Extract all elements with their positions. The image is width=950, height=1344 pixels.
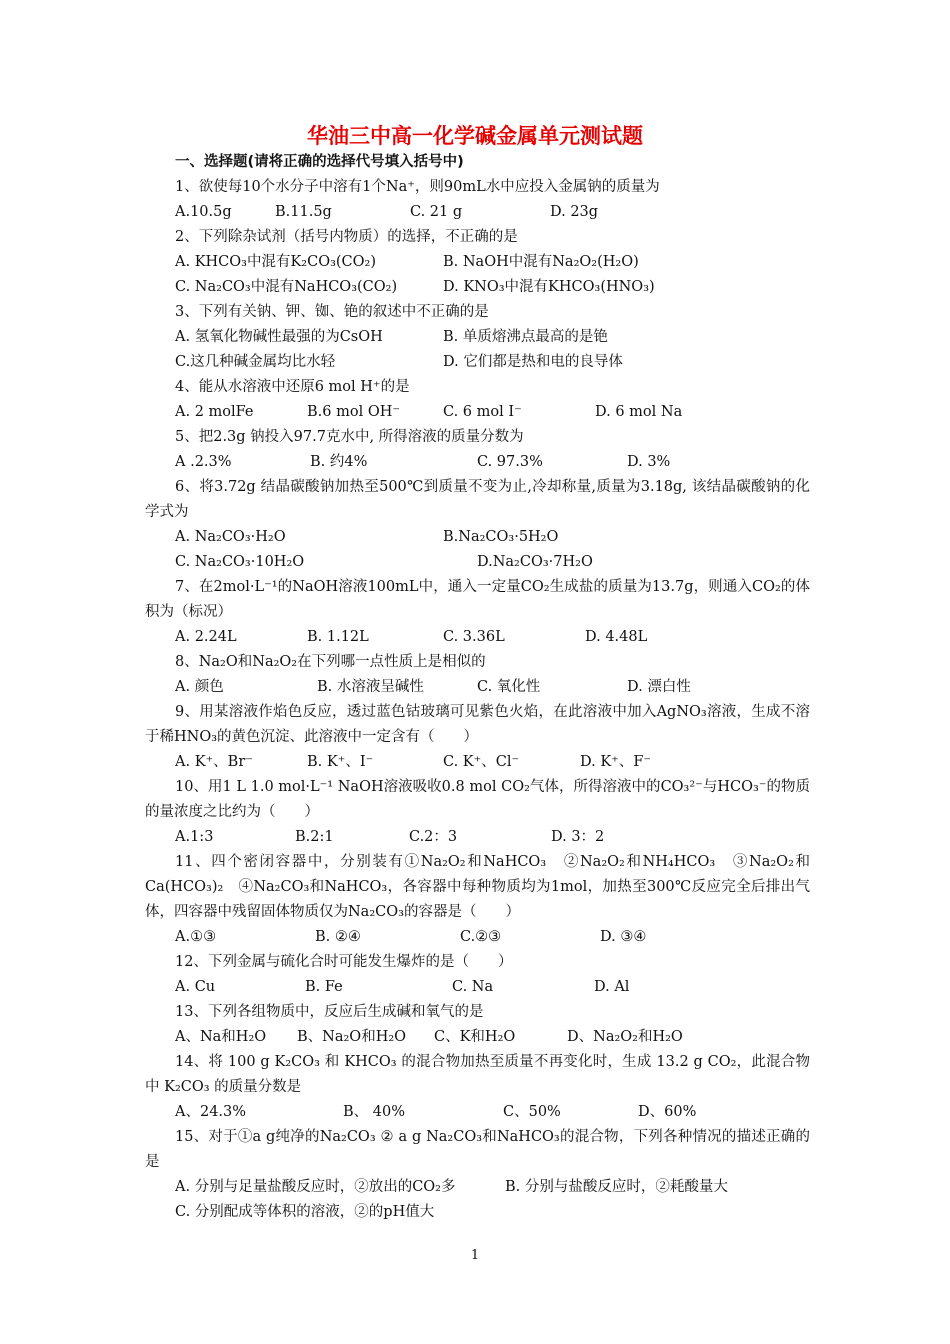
options-2b <box>145 275 810 300</box>
option-a: A、Na和H₂O <box>175 1029 267 1045</box>
option-c: C. Na₂CO₃·10H₂O <box>175 554 305 570</box>
options-3b <box>145 350 810 375</box>
question-9: 9、用某溶液作焰色反应，透过蓝色钴玻璃可见紫色火焰，在此溶液中加入AgNO₃溶液，生成不溶于稀HNO₃的黄色沉淀、此溶液中一定含有（ ） <box>145 704 810 745</box>
question-15: 15、对于①a g纯净的Na₂CO₃ ② a g Na₂CO₃和NaHCO₃的混合物，下列各种情况的描述正确的是 <box>145 1129 810 1170</box>
option-d: D. 漂白性 <box>627 679 691 695</box>
options-8 <box>145 675 810 700</box>
question-list <box>145 150 810 1225</box>
option-d: D. KNO₃中混有KHCO₃(HNO₃) <box>443 279 655 295</box>
option-a: A. 分别与足量盐酸反应时，②放出的CO₂多 <box>175 1179 456 1195</box>
question-11: 11、四个密闭容器中，分别装有①Na₂O₂和NaHCO₃ ②Na₂O₂和NH₄HCO₃ ③Na₂O₂和Ca(HCO₃)₂ ④Na₂CO₃和NaHCO₃，各容器中每种物质均为1mol，加热至300℃反应完全后排出气体，四容器中残留固体物质仅为Na₂CO₃的容器是（ ） <box>145 854 810 920</box>
option-b: B.6 mol OH⁻ <box>307 404 401 420</box>
options-5 <box>145 450 810 475</box>
options-3a <box>145 325 810 350</box>
option-b: B.2:1 <box>295 829 334 845</box>
question-4: 4、能从水溶液中还原6 mol H⁺的是 <box>175 379 410 395</box>
option-c: C.这几种碱金属均比水轻 <box>175 354 336 370</box>
options-9 <box>145 750 810 775</box>
options-10 <box>145 825 810 850</box>
option-a: A.10.5g <box>175 204 232 220</box>
question-8: 8、Na₂O和Na₂O₂在下列哪一点性质上是相似的 <box>175 654 486 670</box>
option-d: D. Al <box>594 979 630 995</box>
option-a: A. 2.24L <box>175 629 237 645</box>
option-a: A. K⁺、Br⁻ <box>175 754 253 770</box>
option-b: B、Na₂O和H₂O <box>297 1029 407 1045</box>
question-2: 2、下列除杂试剂（括号内物质）的选择，不正确的是 <box>175 229 518 245</box>
option-c: C. Na₂CO₃中混有NaHCO₃(CO₂) <box>175 279 398 295</box>
option-a: A.①③ <box>175 929 217 945</box>
option-c: C.2：3 <box>409 829 458 845</box>
option-b: B. 约4% <box>310 454 368 470</box>
option-c: C. 6 mol I⁻ <box>443 404 522 420</box>
question-7: 7、在2mol·L⁻¹的NaOH溶液100mL中，通入一定量CO₂生成盐的质量为13.7g，则通入CO₂的体积为（标况） <box>145 579 810 620</box>
options-1 <box>145 200 810 225</box>
option-d: D. 它们都是热和电的良导体 <box>443 354 623 370</box>
question-14: 14、将 100 g K₂CO₃ 和 KHCO₃ 的混合物加热至质量不再变化时，生成 13.2 g CO₂，此混合物中 K₂CO₃ 的质量分数是 <box>145 1054 810 1095</box>
options-7 <box>145 625 810 650</box>
option-a: A. KHCO₃中混有K₂CO₃(CO₂) <box>175 254 377 270</box>
option-d: D. 3：2 <box>551 829 605 845</box>
option-c: C. 3.36L <box>443 629 505 645</box>
option-b: B、 40% <box>343 1104 405 1120</box>
option-b: B. NaOH中混有Na₂O₂(H₂O) <box>443 254 639 270</box>
options-12 <box>145 975 810 1000</box>
options-11 <box>145 925 810 950</box>
option-c: C、50% <box>503 1104 561 1120</box>
options-13 <box>145 1025 810 1050</box>
options-4 <box>145 400 810 425</box>
option-a: A、24.3% <box>175 1104 247 1120</box>
question-12: 12、下列金属与硫化合时可能发生爆炸的是（ ） <box>175 954 513 970</box>
option-a: A. 2 molFe <box>175 404 254 420</box>
question-3: 3、下列有关钠、钾、铷、铯的叙述中不正确的是 <box>175 304 489 320</box>
options-14 <box>145 1100 810 1125</box>
options-2a <box>145 250 810 275</box>
option-a: A.1:3 <box>175 829 214 845</box>
option-a: A. 氢氧化物碱性最强的为CsOH <box>175 329 383 345</box>
option-c: C. 分别配成等体积的溶液，②的pH值大 <box>175 1204 435 1220</box>
option-a: A .2.3% <box>175 454 232 470</box>
option-a: A. Cu <box>175 979 216 995</box>
option-d: D. 4.48L <box>585 629 648 645</box>
option-b: B.Na₂CO₃·5H₂O <box>443 529 559 545</box>
option-d: D. ③④ <box>600 929 647 945</box>
option-d: D、Na₂O₂和H₂O <box>567 1029 683 1045</box>
question-10: 10、用1 L 1.0 mol·L⁻¹ NaOH溶液吸收0.8 mol CO₂气体，所得溶液中的CO₃²⁻与HCO₃⁻的物质的量浓度之比约为（ ） <box>145 779 810 820</box>
option-b: B.11.5g <box>275 204 332 220</box>
options-6b <box>145 550 810 575</box>
option-d: D、60% <box>638 1104 697 1120</box>
option-d: D. 23g <box>550 204 599 220</box>
question-1: 1、欲使每10个水分子中溶有1个Na⁺，则90mL水中应投入金属钠的质量为 <box>175 179 660 195</box>
option-c: C. 97.3% <box>477 454 543 470</box>
option-b: B. 分别与盐酸反应时，②耗酸量大 <box>505 1179 728 1195</box>
options-6a <box>145 525 810 550</box>
option-c: C. 氧化性 <box>477 679 541 695</box>
question-6: 6、将3.72g 结晶碳酸钠加热至500℃到质量不变为止,冷却称量,质量为3.18g, 该结晶碳酸钠的化学式为 <box>145 479 810 520</box>
option-b: B. 单质熔沸点最高的是铯 <box>443 329 608 345</box>
option-b: B. K⁺、I⁻ <box>307 754 374 770</box>
option-d: D. K⁺、F⁻ <box>580 754 652 770</box>
options-15b <box>145 1200 810 1225</box>
page-number: 1 <box>470 1248 480 1263</box>
option-b: B. 水溶液呈碱性 <box>317 679 424 695</box>
options-15a <box>145 1175 810 1200</box>
option-b: B. 1.12L <box>307 629 369 645</box>
option-c: C. Na <box>452 979 494 995</box>
option-c: C、K和H₂O <box>434 1029 516 1045</box>
option-d: D.Na₂CO₃·7H₂O <box>477 554 593 570</box>
option-a: A. 颜色 <box>175 679 224 695</box>
option-a: A. Na₂CO₃·H₂O <box>175 529 286 545</box>
question-5: 5、把2.3g 钠投入97.7克水中, 所得溶液的质量分数为 <box>175 429 524 445</box>
section-heading: 一、选择题(请将正确的选择代号填入括号中) <box>175 154 464 170</box>
option-c: C. 21 g <box>410 204 463 220</box>
option-d: D. 6 mol Na <box>595 404 683 420</box>
option-b: B. ②④ <box>315 929 361 945</box>
option-c: C.②③ <box>460 929 502 945</box>
option-b: B. Fe <box>305 979 343 995</box>
page-title: 华油三中高一化学碱金属单元测试题 <box>307 124 643 148</box>
option-c: C. K⁺、Cl⁻ <box>443 754 520 770</box>
question-13: 13、下列各组物质中，反应后生成碱和氧气的是 <box>175 1004 484 1020</box>
option-d: D. 3% <box>627 454 671 470</box>
